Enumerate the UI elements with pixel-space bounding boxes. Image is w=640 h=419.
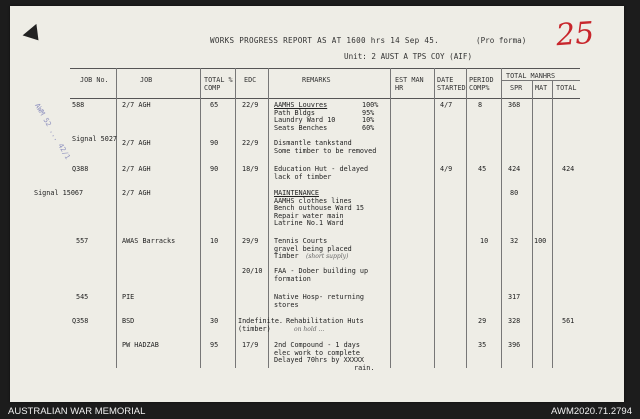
col-divider	[235, 68, 236, 368]
row8-period: 35	[478, 341, 487, 349]
col-divider	[466, 68, 467, 368]
row0-spr: 368	[508, 101, 521, 109]
subheader-rule	[501, 80, 580, 81]
row1-remarks: Dismantle tankstand Some timber to be removed	[274, 139, 377, 155]
row7-extra: (timber)	[238, 325, 271, 333]
row3-job-no: Signal 15067	[34, 189, 84, 197]
col-divider	[116, 68, 117, 368]
document-sheet	[10, 6, 624, 402]
row6-job: PIE	[122, 293, 135, 301]
row4-handwritten-note: (short supply)	[306, 253, 349, 260]
row5-edc: 20/10	[242, 267, 263, 275]
header-period-comp: PERIOD COMP%	[469, 76, 494, 92]
header-edc: EDC	[244, 76, 257, 84]
row0-edc: 22/9	[242, 101, 259, 109]
row4-job: AWAS Barracks	[122, 237, 176, 245]
row4-remarks: Tennis Courts gravel being placed Timber	[274, 237, 352, 261]
row2-job-no: Q388	[72, 165, 89, 173]
header-date-started: DATE STARTED	[437, 76, 466, 92]
header-total-comp: TOTAL % COMP	[204, 76, 233, 92]
row1-job-no: Signal 5027	[72, 135, 118, 143]
row3-job: 2/7 AGH	[122, 189, 151, 197]
footer-institution: AUSTRALIAN WAR MEMORIAL	[8, 406, 146, 417]
archive-stamp: AWM 52 ... 42/1	[33, 102, 72, 161]
row7-period: 29	[478, 317, 487, 325]
row4-spr: 32	[510, 237, 519, 245]
col-divider	[200, 68, 201, 368]
row1-comp: 90	[210, 139, 219, 147]
report-title: WORKS PROGRESS REPORT AS AT 1600 hrs 14 Sep 45.	[210, 36, 439, 45]
row8-comp: 95	[210, 341, 219, 349]
row3-spr: 80	[510, 189, 519, 197]
header-remarks: REMARKS	[302, 76, 331, 84]
unit-label: Unit: 2 AUST A TPS COY (AIF)	[344, 52, 473, 61]
row2-remarks: Education Hut - delayed lack of timber	[274, 165, 369, 181]
row7-job-no: Q358	[72, 317, 89, 325]
col-divider	[390, 68, 391, 368]
row1-job: 2/7 AGH	[122, 139, 151, 147]
row7-job: BSD	[122, 317, 135, 325]
row6-remarks: Native Hosp- returning stores	[274, 293, 365, 309]
proforma-label: (Pro forma)	[476, 36, 527, 45]
row2-total: 424	[562, 165, 575, 173]
row8-spr: 396	[508, 341, 521, 349]
row8-edc: 17/9	[242, 341, 259, 349]
col-divider	[552, 80, 553, 368]
row8-job: PW HADZAB	[122, 341, 159, 349]
row0-date: 4/7	[440, 101, 453, 109]
col-divider	[501, 68, 502, 368]
col-divider	[434, 68, 435, 368]
row7-spr: 328	[508, 317, 521, 325]
header-job-no: JOB No.	[80, 76, 109, 84]
row0-remarks: AAMHS Louvres Path Bldgs Laundry Ward 10 Seats Benches 100% 95% 10% 60%	[274, 101, 379, 132]
row4-comp: 10	[210, 237, 219, 245]
row3-remarks: MAINTENANCE AAMHS clothes lines Bench outhouse Ward 15 Repair water main Latrine No.1 Ward	[274, 189, 365, 228]
row1-edc: 22/9	[242, 139, 259, 147]
row4-mat: 100	[534, 237, 547, 245]
row7-handwritten-note: on hold ...	[294, 326, 325, 333]
corner-mark	[23, 24, 46, 46]
table-header-rule	[70, 98, 580, 99]
table-top-rule	[70, 68, 580, 69]
header-mat: MAT	[535, 84, 548, 92]
row2-edc: 18/9	[242, 165, 259, 173]
row7-edc: Indefinite.	[238, 317, 284, 325]
header-est-man-hr: EST MAN HR	[395, 76, 424, 92]
header-job: JOB	[140, 76, 153, 84]
row2-date: 4/9	[440, 165, 453, 173]
row0-comp: 65	[210, 101, 219, 109]
row7-total: 561	[562, 317, 575, 325]
header-total-manhrs: TOTAL MANHRS	[506, 72, 556, 80]
header-total: TOTAL	[556, 84, 577, 92]
row2-comp: 90	[210, 165, 219, 173]
row0-period: 8	[478, 101, 483, 109]
footer-accession-id: AWM2020.71.2794	[551, 406, 632, 417]
row6-job-no: 545	[76, 293, 89, 301]
handwritten-page-number: 25	[554, 15, 596, 54]
row4-period: 10	[480, 237, 489, 245]
row0-job-no: 588	[72, 101, 85, 109]
row2-job: 2/7 AGH	[122, 165, 151, 173]
row5-remarks: FAA - Dober building up formation	[274, 267, 369, 283]
row6-spr: 317	[508, 293, 521, 301]
col-divider	[532, 80, 533, 368]
row7-comp: 30	[210, 317, 219, 325]
row2-period: 45	[478, 165, 487, 173]
row4-job-no: 557	[76, 237, 89, 245]
row8-remarks: 2nd Compound - 1 days elec work to complete Delayed 70hrs by XXXXX rain.	[274, 341, 375, 372]
header-spr: SPR	[510, 84, 523, 92]
row7-remarks: Rehabilitation Huts	[286, 317, 364, 325]
row2-spr: 424	[508, 165, 521, 173]
row0-job: 2/7 AGH	[122, 101, 151, 109]
row4-edc: 29/9	[242, 237, 259, 245]
